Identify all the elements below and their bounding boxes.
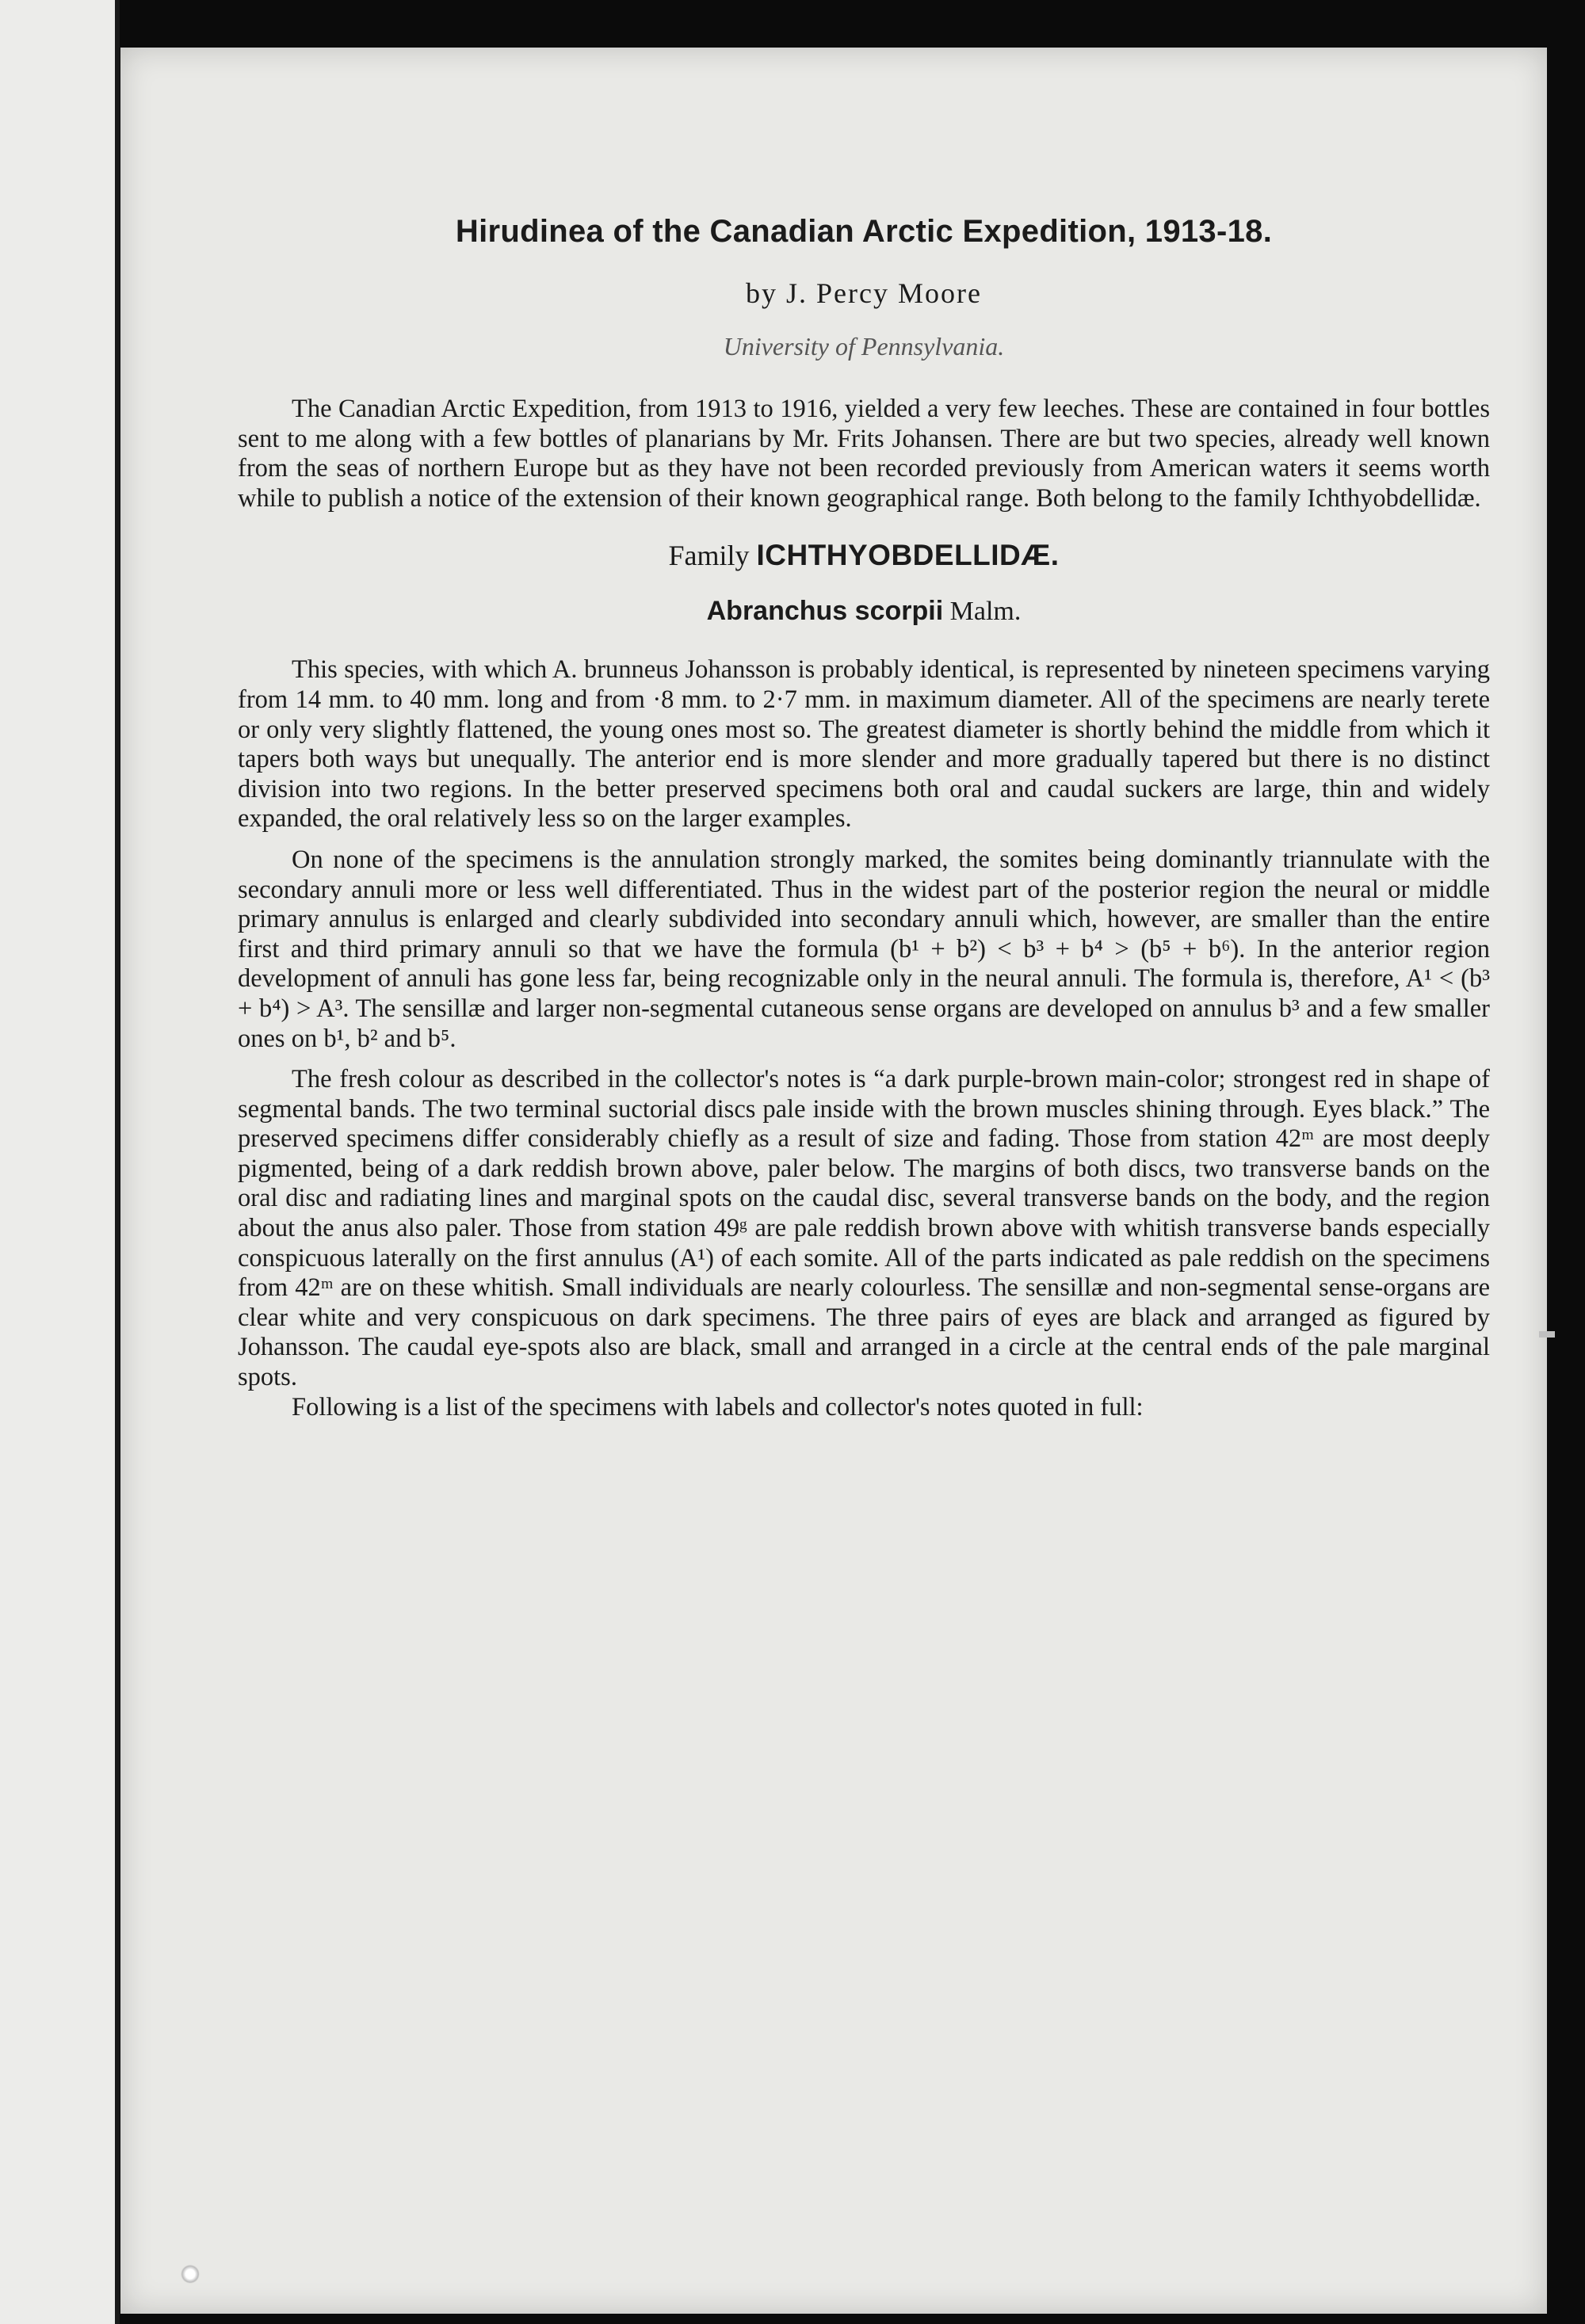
article-title: Hirudinea of the Canadian Arctic Expedition, 1913-18.	[455, 214, 1273, 249]
family-name: ICHTHYOBDELLIDÆ.	[756, 539, 1060, 572]
author-affiliation: University of Pennsylvania.	[723, 332, 1005, 361]
scan-artifact-blot	[181, 2265, 200, 2284]
intro-paragraph: The Canadian Arctic Expedition, from 1913 to 1916, yielded a very few leeches. These are contained in four bottles sent to me along with a few bottles of planarians by Mr. Frits Johansen. There are but two species, already well known from the seas of northern Europe but as they have not been recorded previously from American waters it seems worth while to publish a notice of the extension of their known geographical range. Both belong to the family Ichthyobdellidæ.	[238, 395, 1490, 513]
species-heading	[238, 596, 1490, 627]
species-name: Abranchus scorpii	[706, 596, 944, 627]
body-paragraph: Following is a list of the specimens with labels and collector's notes quoted in full:	[292, 1392, 1144, 1421]
document-page	[120, 48, 1547, 2314]
body-paragraph: On none of the specimens is the annulation strongly marked, the somites being dominantly triannulate with the secondary annuli more or less well differentiated. Thus in the widest part of the posterior region the neural or middle primary annulus is enlarged and clearly subdivided into secondary annuli which, however, are smaller than the entire first and third primary annuli so that we have the formula (b¹ + b²) < b³ + b⁴ > (b⁵ + b⁶). In the anterior region development of annuli has gone less far, being recognizable only in the neural annuli. The formula is, therefore, A¹ < (b³ + b⁴) > A³. The sensillæ and larger non-segmental cutaneous sense organs are developed on annulus b³ and a few smaller ones on b¹, b² and b⁵.	[238, 845, 1490, 1053]
family-heading	[238, 539, 1490, 572]
species-author: Malm.	[949, 597, 1022, 627]
binding-gutter-line	[115, 0, 120, 2324]
margin-mark	[1539, 1331, 1555, 1338]
body-paragraph: This species, with which A. brunneus Johansson is probably identical, is represented by nineteen specimens varying from 14 mm. to 40 mm. long and from ·8 mm. to 2·7 mm. in maximum diameter. All of the specimens are nearly terete or only very slightly flattened, the young ones most so. The greatest diameter is shortly behind the middle from which it tapers both ways but unequally. The anterior end is more slender and more gradually tapered but there is no distinct division into two regions. In the better preserved specimens both oral and caudal suckers are large, thin and widely expanded, the oral relatively less so on the larger examples.	[238, 655, 1490, 834]
author-line: by J. Percy Moore	[746, 277, 982, 309]
family-prefix: Family	[668, 540, 750, 572]
adjacent-page-edge	[0, 0, 117, 2324]
body-paragraph: The fresh colour as described in the collector's notes is “a dark purple-brown main-color; strongest red in shape of segmental bands. The two terminal suctorial discs pale inside with the brown muscles shining through. Eyes black.” The preserved specimens differ considerably chiefly as a result of size and fading. Those from station 42ᵐ are most deeply pigmented, being of a dark reddish brown above, paler below. The margins of both discs, two transverse bands on the oral disc and radiating lines and marginal spots on the caudal disc, several transverse bands on the body, and the region about the anus also paler. Those from station 49ᵍ are pale reddish brown above with whitish transverse bands especially conspicuous laterally on the first annulus (A¹) of each somite. All of the parts indicated as pale reddish on the specimens from 42ᵐ are on these whitish. Small individuals are nearly colourless. The sensillæ and non-segmental sense-organs are clear white and very conspicuous on dark specimens. The three pairs of eyes are black and arranged as figured by Johansson. The caudal eye-spots also are black, small and arranged in a circle at the central ends of the pale marginal spots.	[238, 1065, 1490, 1392]
page-content	[238, 214, 1490, 1422]
